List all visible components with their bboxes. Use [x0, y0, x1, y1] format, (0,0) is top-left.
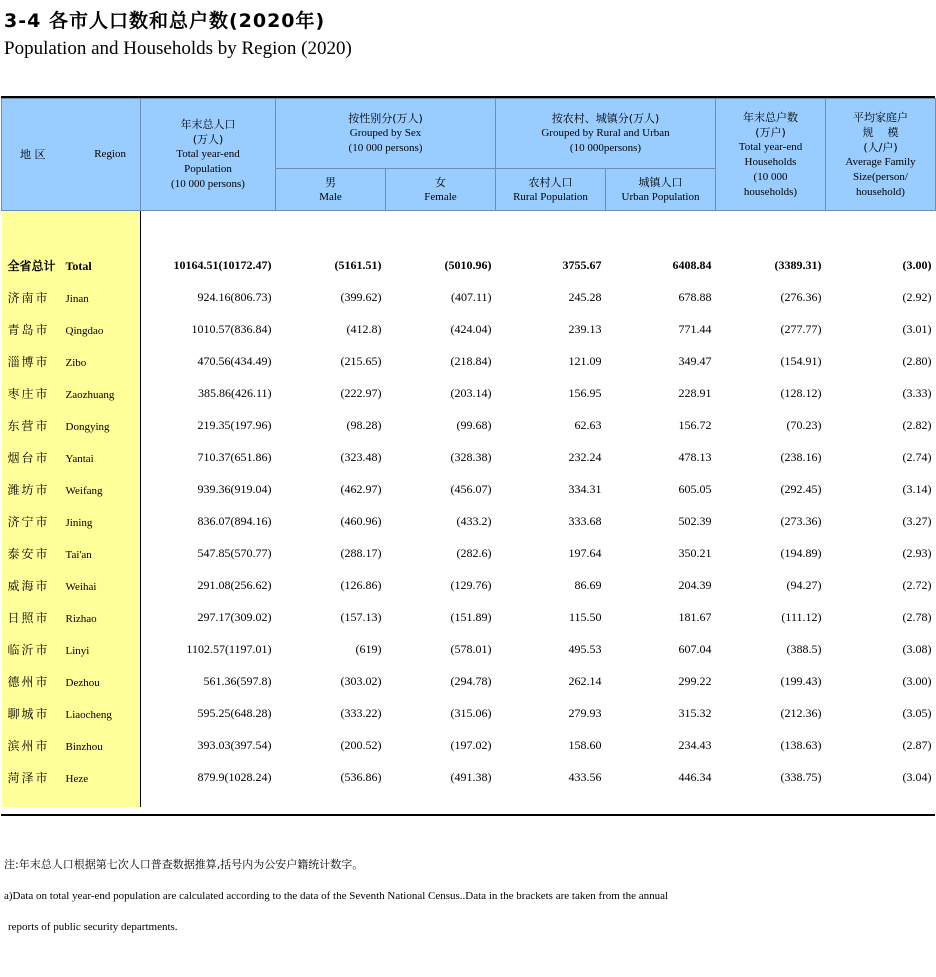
footnote-en-line1: a)Data on total year-end population are calculated according to the data of the Seventh National Census..Data in the brackets are taken from the annual	[4, 890, 669, 902]
header-sex-cn: 按性别分(万人)	[348, 112, 423, 125]
region-name-en: Zibo	[65, 356, 87, 369]
cell-urban: 678.88	[678, 289, 712, 304]
cell-male: (288.17)	[340, 545, 382, 560]
header-households-en2: Households	[744, 155, 797, 168]
header-family-size	[826, 99, 936, 211]
region-name-en: Total	[65, 258, 92, 273]
cell-rural: 121.09	[568, 353, 602, 368]
table-row	[2, 729, 936, 761]
region-name-cn: 聊城市	[7, 706, 50, 721]
region-cell	[2, 697, 141, 729]
cell-rural: 433.56	[568, 769, 602, 784]
cell-households: (292.45)	[780, 481, 822, 496]
cell-female: (456.07)	[450, 481, 492, 496]
cell-households: (194.89)	[780, 545, 822, 560]
header-male-en: Male	[319, 190, 342, 203]
cell-male: (462.97)	[340, 481, 382, 496]
region-cell	[2, 505, 141, 537]
cell-urban: 181.67	[678, 609, 712, 624]
region-name-en: Jinan	[65, 292, 89, 305]
cell-male: (126.86)	[340, 577, 382, 592]
table-row	[2, 281, 936, 313]
region-cell	[2, 409, 141, 441]
region-name-cn: 滨州市	[7, 738, 50, 753]
header-female	[386, 169, 496, 211]
region-name-en: Dongying	[65, 420, 110, 433]
header-households-en1: Total year-end	[738, 140, 803, 153]
header-population-cn2: (万人)	[192, 133, 224, 146]
cell-pop: 291.08(256.62)	[197, 577, 272, 592]
header-population	[141, 99, 276, 211]
region-name-cn: 东营市	[7, 418, 50, 433]
region-cell	[2, 441, 141, 473]
statistics-table-container	[1, 96, 935, 816]
cell-pop: 595.25(648.28)	[197, 705, 272, 720]
page-title-cn: 3-4 各市人口数和总户数(2020年)	[4, 10, 326, 32]
header-region-cn: 地 区	[20, 148, 46, 161]
cell-size: (2.93)	[902, 545, 932, 560]
cell-male: (222.97)	[340, 385, 382, 400]
table-row	[2, 441, 936, 473]
cell-male: (536.86)	[340, 769, 382, 784]
cell-rural: 245.28	[568, 289, 602, 304]
region-cell	[2, 377, 141, 409]
header-rural-urban-cn: 按农村、城镇分(万人)	[551, 112, 660, 125]
table-row	[2, 537, 936, 569]
cell-rural: 62.63	[574, 417, 602, 432]
header-households-en3: (10 000	[753, 170, 788, 183]
cell-pop: 939.36(919.04)	[197, 481, 272, 496]
cell-rural: 239.13	[568, 321, 602, 336]
cell-size: (2.92)	[902, 289, 932, 304]
cell-households: (111.12)	[781, 609, 822, 624]
cell-rural: 232.24	[568, 449, 602, 464]
table-body	[2, 211, 936, 808]
cell-urban: 350.21	[678, 545, 712, 560]
cell-size: (3.04)	[902, 769, 932, 784]
cell-urban: 605.05	[678, 481, 712, 496]
region-name-en: Weihai	[65, 580, 97, 593]
cell-female: (197.02)	[450, 737, 492, 752]
cell-female: (129.76)	[450, 577, 492, 592]
header-population-en2: Population	[184, 163, 232, 175]
header-family-size-cn1: 平均家庭户	[853, 110, 908, 124]
table-row	[2, 761, 936, 793]
cell-pop: 561.36(597.8)	[203, 673, 272, 688]
header-rural	[496, 169, 606, 211]
region-name-cn: 淄博市	[7, 354, 50, 369]
region-cell	[2, 281, 141, 313]
cell-male: (5161.51)	[334, 257, 382, 272]
region-name-cn: 全省总计	[7, 258, 56, 273]
table-row	[2, 665, 936, 697]
region-cell	[2, 313, 141, 345]
cell-urban: 204.39	[678, 577, 712, 592]
cell-households: (70.23)	[786, 417, 822, 432]
cell-urban: 771.44	[678, 321, 712, 336]
cell-urban: 156.72	[678, 417, 712, 432]
header-rural-urban	[496, 99, 716, 169]
table-row	[2, 697, 936, 729]
spacer-cell	[141, 211, 936, 250]
cell-size: (3.27)	[902, 513, 932, 528]
cell-female: (491.38)	[450, 769, 492, 784]
table-spacer-row	[2, 211, 936, 250]
region-cell	[2, 569, 141, 601]
cell-households: (388.5)	[786, 641, 822, 656]
cell-pop: 385.86(426.11)	[197, 385, 272, 400]
region-name-cn: 潍坊市	[7, 482, 50, 497]
header-family-size-cn3: (人/户)	[863, 140, 898, 154]
cell-pop: 10164.51(10172.47)	[173, 257, 272, 272]
cell-male: (215.65)	[340, 353, 382, 368]
cell-households: (3389.31)	[774, 257, 822, 272]
region-name-cn: 枣庄市	[7, 386, 50, 401]
cell-female: (151.89)	[450, 609, 492, 624]
header-family-size-en3: household)	[856, 185, 905, 198]
region-name-en: Liaocheng	[65, 708, 112, 721]
cell-households: (199.43)	[780, 673, 822, 688]
cell-pop: 547.85(570.77)	[197, 545, 272, 560]
cell-size: (3.01)	[902, 321, 932, 336]
cell-rural: 86.69	[574, 577, 602, 592]
table-bottom-pad-row	[2, 793, 936, 807]
header-male	[276, 169, 386, 211]
cell-male: (399.62)	[340, 289, 382, 304]
table-row	[2, 313, 936, 345]
region-name-en: Jining	[65, 516, 93, 529]
cell-female: (5010.96)	[444, 257, 492, 272]
region-name-cn: 青岛市	[7, 322, 50, 337]
header-population-en1: Total year-end	[176, 148, 240, 160]
header-sex	[276, 99, 496, 169]
cell-urban: 446.34	[678, 769, 712, 784]
region-name-en: Weifang	[65, 484, 103, 497]
header-rural-urban-en2: (10 000persons)	[569, 142, 642, 154]
cell-households: (154.91)	[780, 353, 822, 368]
header-urban-en: Urban Population	[621, 190, 700, 203]
region-name-en: Yantai	[65, 452, 94, 465]
cell-pop: 393.03(397.54)	[197, 737, 272, 752]
header-region	[2, 99, 141, 211]
region-pad-cell	[2, 793, 141, 807]
cell-rural: 158.60	[568, 737, 602, 752]
table-row	[2, 377, 936, 409]
cell-rural: 334.31	[568, 481, 602, 496]
cell-male: (200.52)	[340, 737, 382, 752]
cell-pop: 710.37(651.86)	[197, 449, 272, 464]
region-cell	[2, 249, 141, 281]
header-urban-cn: 城镇人口	[638, 175, 683, 189]
region-name-cn: 日照市	[7, 610, 50, 625]
header-households	[716, 99, 826, 211]
region-name-cn: 泰安市	[7, 546, 50, 561]
table-row	[2, 569, 936, 601]
cell-size: (3.33)	[902, 385, 932, 400]
header-female-cn: 女	[435, 175, 446, 189]
cell-size: (2.72)	[902, 577, 932, 592]
header-female-en: Female	[424, 190, 457, 203]
region-cell	[2, 345, 141, 377]
table-row	[2, 601, 936, 633]
cell-rural: 3755.67	[562, 257, 602, 272]
cell-pop: 879.9(1028.24)	[197, 769, 272, 784]
region-name-en: Tai'an	[65, 548, 92, 561]
header-family-size-cn2: 规 模	[862, 125, 899, 139]
header-region-en: Region	[94, 148, 126, 160]
cell-female: (433.2)	[456, 513, 492, 528]
region-name-cn: 济南市	[7, 290, 50, 305]
cell-pop: 297.17(309.02)	[197, 609, 272, 624]
cell-households: (276.36)	[780, 289, 822, 304]
cell-female: (218.84)	[450, 353, 492, 368]
cell-female: (578.01)	[450, 641, 492, 656]
cell-female: (424.04)	[450, 321, 492, 336]
cell-households: (338.75)	[780, 769, 822, 784]
header-households-cn2: (万户)	[755, 125, 786, 139]
region-name-cn: 临沂市	[7, 642, 50, 657]
cell-households: (138.63)	[780, 737, 822, 752]
region-name-cn: 威海市	[7, 578, 50, 593]
table-row	[2, 409, 936, 441]
header-rural-en: Rural Population	[513, 190, 588, 203]
footnote-en-line2: reports of public security departments.	[8, 921, 178, 933]
footnote-cn: 注:年末总人口根据第七次人口普查数据推算,括号内为公安户籍统计数字。	[4, 858, 364, 871]
cell-male: (98.28)	[346, 417, 382, 432]
header-households-en4: households)	[743, 185, 798, 198]
cell-rural: 197.64	[568, 545, 602, 560]
cell-pop: 1102.57(1197.01)	[186, 641, 272, 656]
cell-rural: 279.93	[568, 705, 602, 720]
cell-male: (157.13)	[340, 609, 382, 624]
cell-rural: 333.68	[568, 513, 602, 528]
cell-male: (619)	[355, 641, 382, 656]
total-row	[2, 249, 936, 281]
cell-households: (212.36)	[780, 705, 822, 720]
cell-urban: 502.39	[678, 513, 712, 528]
cell-size: (3.00)	[902, 257, 932, 272]
cell-size: (3.05)	[902, 705, 932, 720]
cell-female: (99.68)	[456, 417, 492, 432]
cell-households: (277.77)	[780, 321, 822, 336]
table-row	[2, 633, 936, 665]
cell-pop: 470.56(434.49)	[197, 353, 272, 368]
region-cell	[2, 633, 141, 665]
cell-pop: 1010.57(836.84)	[191, 321, 272, 336]
header-family-size-en1: Average Family	[845, 155, 916, 168]
pad-cell	[141, 793, 936, 807]
cell-male: (323.48)	[340, 449, 382, 464]
region-name-en: Qingdao	[65, 324, 104, 337]
cell-male: (333.22)	[340, 705, 382, 720]
region-cell	[2, 537, 141, 569]
cell-size: (2.87)	[902, 737, 932, 752]
cell-urban: 478.13	[678, 449, 712, 464]
cell-size: (2.82)	[902, 417, 932, 432]
header-sex-en2: (10 000 persons)	[348, 142, 423, 154]
cell-rural: 495.53	[568, 641, 602, 656]
region-name-cn: 烟台市	[7, 450, 50, 465]
cell-households: (94.27)	[786, 577, 822, 592]
table-row	[2, 505, 936, 537]
cell-female: (282.6)	[456, 545, 492, 560]
cell-pop: 836.07(894.16)	[197, 513, 272, 528]
region-name-cn: 菏泽市	[7, 770, 50, 785]
header-rural-urban-en1: Grouped by Rural and Urban	[541, 127, 670, 139]
region-cell	[2, 761, 141, 793]
region-name-cn: 济宁市	[7, 514, 50, 529]
header-male-cn: 男	[325, 175, 336, 189]
region-cell	[2, 729, 141, 761]
cell-female: (328.38)	[450, 449, 492, 464]
cell-pop: 924.16(806.73)	[197, 289, 272, 304]
cell-rural: 156.95	[568, 385, 602, 400]
region-name-en: Dezhou	[65, 676, 100, 689]
cell-size: (2.74)	[902, 449, 932, 464]
region-name-en: Binzhou	[65, 740, 103, 753]
header-population-cn1: 年末总人口	[180, 118, 236, 131]
cell-female: (203.14)	[450, 385, 492, 400]
population-table	[1, 98, 936, 807]
cell-urban: 228.91	[678, 385, 712, 400]
header-population-en3: (10 000 persons)	[171, 178, 245, 190]
cell-urban: 299.22	[678, 673, 712, 688]
header-households-cn1: 年末总户数	[743, 110, 798, 124]
cell-male: (460.96)	[340, 513, 382, 528]
cell-female: (294.78)	[450, 673, 492, 688]
cell-size: (2.78)	[902, 609, 932, 624]
cell-rural: 115.50	[568, 609, 602, 624]
region-cell	[2, 473, 141, 505]
header-sex-en1: Grouped by Sex	[349, 127, 422, 139]
region-name-en: Heze	[65, 772, 89, 785]
table-row	[2, 473, 936, 505]
cell-size: (3.08)	[902, 641, 932, 656]
cell-households: (128.12)	[780, 385, 822, 400]
cell-size: (3.14)	[902, 481, 932, 496]
region-name-cn: 德州市	[7, 674, 50, 689]
cell-urban: 234.43	[678, 737, 712, 752]
cell-pop: 219.35(197.96)	[197, 417, 272, 432]
cell-households: (273.36)	[780, 513, 822, 528]
cell-urban: 607.04	[678, 641, 712, 656]
region-name-en: Linyi	[65, 644, 90, 657]
cell-urban: 349.47	[678, 353, 712, 368]
page-title-en: Population and Households by Region (2020)	[4, 38, 352, 59]
cell-size: (3.00)	[902, 673, 932, 688]
cell-female: (407.11)	[450, 289, 492, 304]
region-name-en: Rizhao	[65, 612, 97, 625]
region-cell	[2, 665, 141, 697]
cell-female: (315.06)	[450, 705, 492, 720]
cell-urban: 6408.84	[672, 257, 712, 272]
header-rural-cn: 农村人口	[528, 175, 573, 189]
region-name-en: Zaozhuang	[65, 388, 115, 401]
region-cell	[2, 601, 141, 633]
header-urban	[606, 169, 716, 211]
cell-male: (303.02)	[340, 673, 382, 688]
region-spacer-cell	[2, 211, 141, 250]
table-row	[2, 345, 936, 377]
cell-size: (2.80)	[902, 353, 932, 368]
cell-male: (412.8)	[346, 321, 382, 336]
cell-households: (238.16)	[780, 449, 822, 464]
cell-urban: 315.32	[678, 705, 712, 720]
cell-rural: 262.14	[568, 673, 602, 688]
header-family-size-en2: Size(person/	[853, 170, 908, 183]
